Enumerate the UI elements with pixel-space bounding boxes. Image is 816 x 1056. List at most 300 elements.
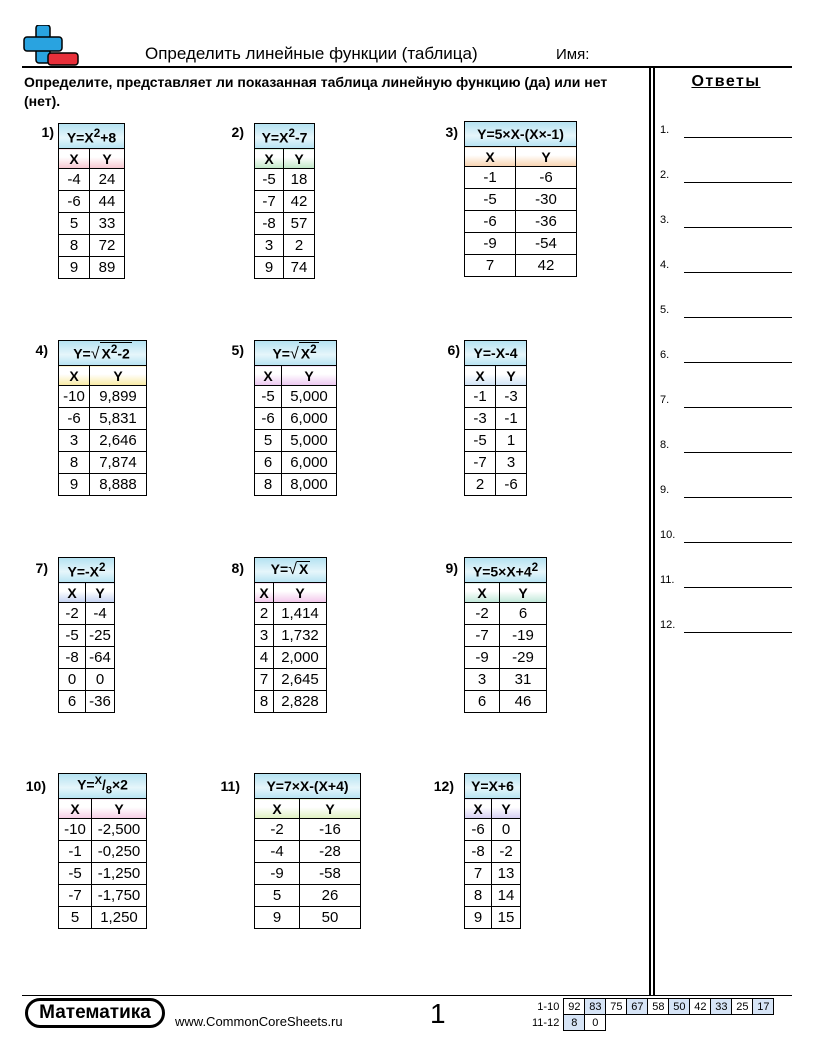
table-row xyxy=(465,907,521,929)
y-value: -3 xyxy=(496,386,527,408)
problem-number: 1) xyxy=(41,124,54,140)
x-value: 0 xyxy=(59,669,86,691)
answer-number: 12. xyxy=(660,619,676,631)
x-value: 6 xyxy=(255,452,282,474)
x-value: -4 xyxy=(255,841,300,863)
table-row xyxy=(59,863,147,885)
function-formula xyxy=(255,774,361,799)
exponent: 2 xyxy=(531,560,539,574)
x-column-header: X xyxy=(255,799,300,819)
table-row xyxy=(255,191,315,213)
x-value: 9 xyxy=(255,257,284,279)
score-key xyxy=(530,998,774,1031)
y-value: 15 xyxy=(492,907,521,929)
score-key-cell: 92 xyxy=(564,999,585,1015)
table-row xyxy=(255,386,337,408)
x-value: -1 xyxy=(59,841,92,863)
y-value: -16 xyxy=(300,819,361,841)
x-column-header: X xyxy=(465,147,516,167)
table-row xyxy=(59,235,125,257)
y-column-header: Y xyxy=(90,149,125,169)
x-value: -9 xyxy=(465,647,500,669)
function-table xyxy=(58,557,115,713)
answer-line[interactable] xyxy=(660,394,795,410)
x-value: 5 xyxy=(59,213,90,235)
table-row xyxy=(59,885,147,907)
y-value: 42 xyxy=(284,191,315,213)
y-value: -36 xyxy=(516,211,577,233)
y-value: 7,874 xyxy=(90,452,147,474)
y-value: 1,250 xyxy=(92,907,147,929)
x-value: -6 xyxy=(255,408,282,430)
x-value: -5 xyxy=(59,863,92,885)
y-value: 8,888 xyxy=(90,474,147,496)
x-value: 7 xyxy=(465,255,516,277)
radicand xyxy=(299,342,319,361)
fraction-numerator: X xyxy=(94,775,102,788)
y-value: -30 xyxy=(516,189,577,211)
formula-text-tail: -2 xyxy=(117,345,130,362)
table-row xyxy=(59,669,115,691)
function-formula xyxy=(59,341,147,366)
y-value: -6 xyxy=(516,167,577,189)
y-value: 72 xyxy=(90,235,125,257)
x-column-header: X xyxy=(465,583,500,603)
x-value: -10 xyxy=(59,386,90,408)
answer-line[interactable] xyxy=(660,619,795,635)
y-column-header: Y xyxy=(500,583,547,603)
x-value: -5 xyxy=(465,189,516,211)
table-row xyxy=(59,474,147,496)
y-value: 44 xyxy=(90,191,125,213)
table-row xyxy=(465,189,577,211)
function-table xyxy=(254,557,327,713)
function-table xyxy=(254,340,337,496)
x-value: 6 xyxy=(59,691,86,713)
y-column-header: Y xyxy=(86,583,115,603)
table-row xyxy=(255,669,327,691)
y-value: -36 xyxy=(86,691,115,713)
x-value: 3 xyxy=(59,430,90,452)
table-row xyxy=(465,167,577,189)
x-column-header: X xyxy=(255,366,282,386)
score-key-cell: 75 xyxy=(606,999,627,1015)
score-key-cell: 42 xyxy=(690,999,711,1015)
answer-column-divider-inner xyxy=(653,66,655,996)
radicand-text: X xyxy=(298,561,309,577)
x-value: -6 xyxy=(59,408,90,430)
radicand-text: X xyxy=(101,345,111,362)
sqrt-icon: √ xyxy=(289,345,299,363)
score-key-label: 1-10 xyxy=(537,1000,560,1013)
score-key-cell: 58 xyxy=(648,999,669,1015)
y-value: 24 xyxy=(90,169,125,191)
x-value: -4 xyxy=(59,169,90,191)
table-row xyxy=(59,408,147,430)
page-number: 1 xyxy=(430,998,446,1029)
y-value: -1,250 xyxy=(92,863,147,885)
x-value: 5 xyxy=(255,885,300,907)
y-value: 9,899 xyxy=(90,386,147,408)
table-row xyxy=(465,386,527,408)
x-value: -9 xyxy=(255,863,300,885)
y-column-header: Y xyxy=(274,583,327,603)
formula-text-tail: -7 xyxy=(294,129,308,146)
table-row xyxy=(255,408,337,430)
answer-line[interactable] xyxy=(660,439,795,455)
y-value: 74 xyxy=(284,257,315,279)
radicand xyxy=(297,561,310,576)
table-row xyxy=(255,907,361,929)
table-row xyxy=(465,691,547,713)
table-row xyxy=(465,408,527,430)
table-row xyxy=(255,885,361,907)
table-row xyxy=(465,430,527,452)
x-value: -8 xyxy=(255,213,284,235)
y-column-header: Y xyxy=(284,149,315,169)
x-value: 4 xyxy=(255,647,274,669)
y-value: 57 xyxy=(284,213,315,235)
x-value: 3 xyxy=(465,669,500,691)
problem-number: 11) xyxy=(220,778,240,794)
x-value: -8 xyxy=(59,647,86,669)
function-formula xyxy=(465,341,527,366)
x-column-header: X xyxy=(465,366,496,386)
table-row xyxy=(465,841,521,863)
math-plus-minus-logo-icon xyxy=(22,25,80,67)
table-row xyxy=(465,625,547,647)
y-value: 6,000 xyxy=(282,452,337,474)
formula-text-tail: +8 xyxy=(100,129,117,146)
problem-number: 6) xyxy=(447,342,460,358)
y-value: 0 xyxy=(492,819,521,841)
exponent: 2 xyxy=(110,343,118,357)
answer-line[interactable] xyxy=(660,169,795,185)
table-row xyxy=(255,235,315,257)
table-row xyxy=(59,841,147,863)
problem-number: 5) xyxy=(231,342,244,358)
x-value: 8 xyxy=(59,235,90,257)
x-value: -2 xyxy=(59,603,86,625)
table-row xyxy=(465,255,577,277)
x-value: 6 xyxy=(465,691,500,713)
answer-number: 2. xyxy=(660,169,670,181)
x-value: 8 xyxy=(465,885,492,907)
formula-text: Y=-X xyxy=(67,563,100,580)
y-column-header: Y xyxy=(496,366,527,386)
x-column-header: X xyxy=(59,149,90,169)
table-row xyxy=(255,257,315,279)
formula-text: Y= xyxy=(77,776,95,793)
table-row xyxy=(465,669,547,691)
table-row xyxy=(465,452,527,474)
fraction-slash: / xyxy=(101,776,106,793)
table-row xyxy=(59,603,115,625)
formula-text: Y=-X-4 xyxy=(473,345,518,361)
x-value: -7 xyxy=(255,191,284,213)
table-row xyxy=(59,819,147,841)
table-row xyxy=(59,213,125,235)
x-value: 5 xyxy=(255,430,282,452)
y-value: 8,000 xyxy=(282,474,337,496)
table-row xyxy=(465,647,547,669)
y-value: 5,000 xyxy=(282,386,337,408)
x-value: 8 xyxy=(255,691,274,713)
y-value: -2 xyxy=(492,841,521,863)
y-value: 2,000 xyxy=(274,647,327,669)
answer-blank[interactable] xyxy=(684,317,792,318)
y-value: 6,000 xyxy=(282,408,337,430)
x-value: -5 xyxy=(255,386,282,408)
y-value: -25 xyxy=(86,625,115,647)
formula-text: Y=5×X-(X×-1) xyxy=(477,126,564,142)
function-formula xyxy=(255,558,327,583)
score-key-cell: 25 xyxy=(732,999,753,1015)
y-value: 42 xyxy=(516,255,577,277)
radicand-text: X xyxy=(300,345,311,362)
score-key-cell: 67 xyxy=(627,999,648,1015)
function-formula xyxy=(255,124,315,149)
table-row xyxy=(255,691,327,713)
table-row xyxy=(59,647,115,669)
score-key-label: 11-12 xyxy=(532,1016,560,1029)
x-value: -6 xyxy=(59,191,90,213)
y-column-header: Y xyxy=(92,799,147,819)
y-value: -1 xyxy=(496,408,527,430)
table-row xyxy=(255,841,361,863)
function-table xyxy=(254,123,315,279)
y-value: 1,414 xyxy=(274,603,327,625)
y-value: -29 xyxy=(500,647,547,669)
sqrt-icon: √ xyxy=(288,561,297,578)
table-row xyxy=(465,863,521,885)
table-row xyxy=(255,452,337,474)
x-value: -6 xyxy=(465,819,492,841)
y-value: 5,831 xyxy=(90,408,147,430)
answer-blank[interactable] xyxy=(684,182,792,183)
y-value: -58 xyxy=(300,863,361,885)
answer-number: 7. xyxy=(660,394,670,406)
x-value: 9 xyxy=(255,907,300,929)
function-table xyxy=(254,773,361,929)
x-value: -5 xyxy=(255,169,284,191)
answer-blank[interactable] xyxy=(684,407,792,408)
function-table xyxy=(464,340,527,496)
table-row xyxy=(465,233,577,255)
x-column-header: X xyxy=(59,583,86,603)
table-row xyxy=(465,603,547,625)
x-value: -7 xyxy=(59,885,92,907)
table-row xyxy=(255,819,361,841)
answer-column-divider xyxy=(649,66,651,996)
x-column-header: X xyxy=(255,149,284,169)
table-row xyxy=(59,625,115,647)
answer-number: 8. xyxy=(660,439,670,451)
table-row xyxy=(465,474,527,496)
table-row xyxy=(255,863,361,885)
table-row xyxy=(59,907,147,929)
function-table xyxy=(464,121,577,277)
answer-line[interactable] xyxy=(660,304,795,320)
table-row xyxy=(255,430,337,452)
answer-blank[interactable] xyxy=(684,227,792,228)
answer-number: 10. xyxy=(660,529,676,541)
formula-text-tail: ×2 xyxy=(111,776,128,793)
table-row xyxy=(59,191,125,213)
x-value: -2 xyxy=(465,603,500,625)
table-row xyxy=(465,819,521,841)
y-value: 2 xyxy=(284,235,315,257)
answer-blank[interactable] xyxy=(684,587,792,588)
y-value: 89 xyxy=(90,257,125,279)
function-formula xyxy=(465,122,577,147)
y-value: 2,828 xyxy=(274,691,327,713)
x-value: -5 xyxy=(59,625,86,647)
y-value: 0 xyxy=(86,669,115,691)
x-value: 9 xyxy=(59,257,90,279)
x-value: -10 xyxy=(59,819,92,841)
y-value: 5,000 xyxy=(282,430,337,452)
problem-number: 10) xyxy=(25,778,46,794)
answer-line[interactable] xyxy=(660,214,795,230)
score-key-cell: 17 xyxy=(753,999,774,1015)
x-value: -7 xyxy=(465,452,496,474)
x-value: 8 xyxy=(255,474,282,496)
table-row xyxy=(59,430,147,452)
score-key-cell: 0 xyxy=(585,1015,606,1031)
x-value: -1 xyxy=(465,167,516,189)
y-value: 1,732 xyxy=(274,625,327,647)
brand-logo: Математика xyxy=(25,998,165,1028)
answer-number: 5. xyxy=(660,304,670,316)
answer-line[interactable] xyxy=(660,529,795,545)
formula-text: Y= xyxy=(73,345,91,362)
x-value: -7 xyxy=(465,625,500,647)
y-value: -0,250 xyxy=(92,841,147,863)
y-column-header: Y xyxy=(90,366,147,386)
y-value: 2,646 xyxy=(90,430,147,452)
y-column-header: Y xyxy=(516,147,577,167)
x-value: 5 xyxy=(59,907,92,929)
x-value: -8 xyxy=(465,841,492,863)
x-value: -9 xyxy=(465,233,516,255)
problem-number: 7) xyxy=(35,560,48,576)
x-column-header: X xyxy=(255,583,274,603)
problem-number: 12) xyxy=(433,778,454,794)
x-column-header: X xyxy=(59,799,92,819)
name-label: Имя: xyxy=(556,46,590,63)
y-value: -1,750 xyxy=(92,885,147,907)
problem-number: 2) xyxy=(231,124,244,140)
answer-line[interactable] xyxy=(660,349,795,365)
y-value: 18 xyxy=(284,169,315,191)
problem-number: 9) xyxy=(445,560,458,576)
y-value: -2,500 xyxy=(92,819,147,841)
radicand xyxy=(100,342,132,361)
y-column-header: Y xyxy=(300,799,361,819)
answer-number: 3. xyxy=(660,214,670,226)
y-value: -19 xyxy=(500,625,547,647)
answer-blank[interactable] xyxy=(684,452,792,453)
y-value: 26 xyxy=(300,885,361,907)
y-value: 31 xyxy=(500,669,547,691)
y-value: 2,645 xyxy=(274,669,327,691)
x-value: -1 xyxy=(465,386,496,408)
function-table xyxy=(464,557,547,713)
formula-text: Y=X xyxy=(66,129,94,146)
answer-blank[interactable] xyxy=(684,542,792,543)
y-value: 50 xyxy=(300,907,361,929)
exponent: 2 xyxy=(310,343,317,357)
y-value: 14 xyxy=(492,885,521,907)
exponent: 2 xyxy=(99,560,106,574)
answer-blank[interactable] xyxy=(684,272,792,273)
function-table xyxy=(58,123,125,279)
x-value: 7 xyxy=(465,863,492,885)
score-key-cell: 8 xyxy=(564,1015,585,1031)
exponent: 2 xyxy=(93,126,101,140)
answer-number: 1. xyxy=(660,124,670,136)
answer-line[interactable] xyxy=(660,124,795,140)
x-value: 9 xyxy=(59,474,90,496)
x-value: 2 xyxy=(255,603,274,625)
y-value: -54 xyxy=(516,233,577,255)
answer-blank[interactable] xyxy=(684,137,792,138)
table-row xyxy=(59,691,115,713)
x-value: 8 xyxy=(59,452,90,474)
formula-text: Y=X xyxy=(261,129,289,146)
x-value: -2 xyxy=(255,819,300,841)
problem-number: 3) xyxy=(445,124,458,140)
y-value: 3 xyxy=(496,452,527,474)
x-value: 7 xyxy=(255,669,274,691)
score-key-cell: 50 xyxy=(669,999,690,1015)
answer-blank[interactable] xyxy=(684,362,792,363)
answer-number: 9. xyxy=(660,484,670,496)
answer-line[interactable] xyxy=(660,574,795,590)
table-row xyxy=(255,603,327,625)
x-value: -3 xyxy=(465,408,496,430)
sqrt-icon: √ xyxy=(90,345,100,363)
function-formula xyxy=(59,124,125,149)
answer-blank[interactable] xyxy=(684,632,792,633)
problem-number: 4) xyxy=(35,342,48,358)
y-value: 1 xyxy=(496,430,527,452)
answer-line[interactable] xyxy=(660,259,795,275)
formula-text: Y= xyxy=(272,345,290,362)
function-formula xyxy=(59,774,147,799)
formula-text: Y= xyxy=(270,561,289,577)
answer-blank[interactable] xyxy=(684,497,792,498)
y-value: 13 xyxy=(492,863,521,885)
page-title: Определить линейные функции (таблица) xyxy=(145,44,478,63)
table-row xyxy=(59,169,125,191)
table-row xyxy=(59,257,125,279)
answer-line[interactable] xyxy=(660,484,795,500)
y-value: -6 xyxy=(496,474,527,496)
footer-divider xyxy=(22,995,792,996)
table-row xyxy=(255,625,327,647)
exponent: 2 xyxy=(288,126,295,140)
table-row xyxy=(59,452,147,474)
answer-number: 11. xyxy=(660,574,675,586)
instructions: Определите, представляет ли показанная таблица линейную функцию (да) или нет (нет). xyxy=(24,74,608,109)
table-row xyxy=(255,213,315,235)
function-table xyxy=(58,340,147,496)
table-row xyxy=(465,211,577,233)
y-value: -64 xyxy=(86,647,115,669)
function-formula xyxy=(465,558,547,583)
